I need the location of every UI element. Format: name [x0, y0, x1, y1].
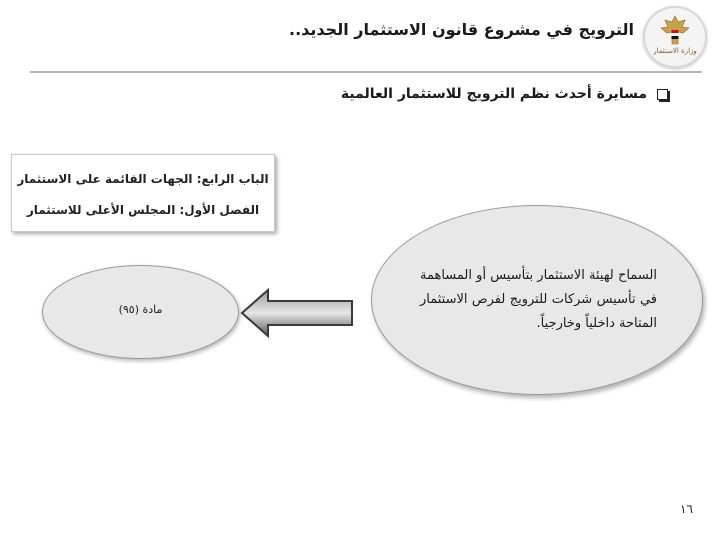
article-ellipse: [42, 265, 239, 359]
bullet-item: [341, 86, 668, 102]
chapter-title: الباب الرابع: الجهات القائمة على الاستثمار: [17, 172, 269, 186]
provision-ellipse: [371, 205, 703, 395]
square-bullet-icon: [657, 89, 668, 100]
bullet-text: مسايرة أحدث نظم الترويج للاستثمار العالمية: [340, 86, 647, 102]
ministry-logo: [643, 6, 707, 68]
provision-text: السماح لهيئة الاستثمار بتأسيس أو المساهمة في تأسيس شركات للترويج لفرص الاستثمار المتاحة داخلياً وخارجياً.: [420, 268, 657, 331]
header-divider: [30, 71, 702, 73]
logo-text: وزارة الاستثمار: [653, 47, 697, 55]
left-arrow-icon: [240, 288, 356, 338]
section-title: الفصل الأول: المجلس الأعلى للاستثمار: [26, 203, 260, 217]
chapter-reference-box: [11, 154, 275, 232]
page-title: الترويج في مشروع قانون الاستثمار الجديد..: [289, 20, 634, 39]
page-number: ١٦: [680, 502, 693, 516]
eagle-emblem-icon: [645, 8, 705, 66]
article-number: مادة (٩٥): [118, 303, 163, 316]
